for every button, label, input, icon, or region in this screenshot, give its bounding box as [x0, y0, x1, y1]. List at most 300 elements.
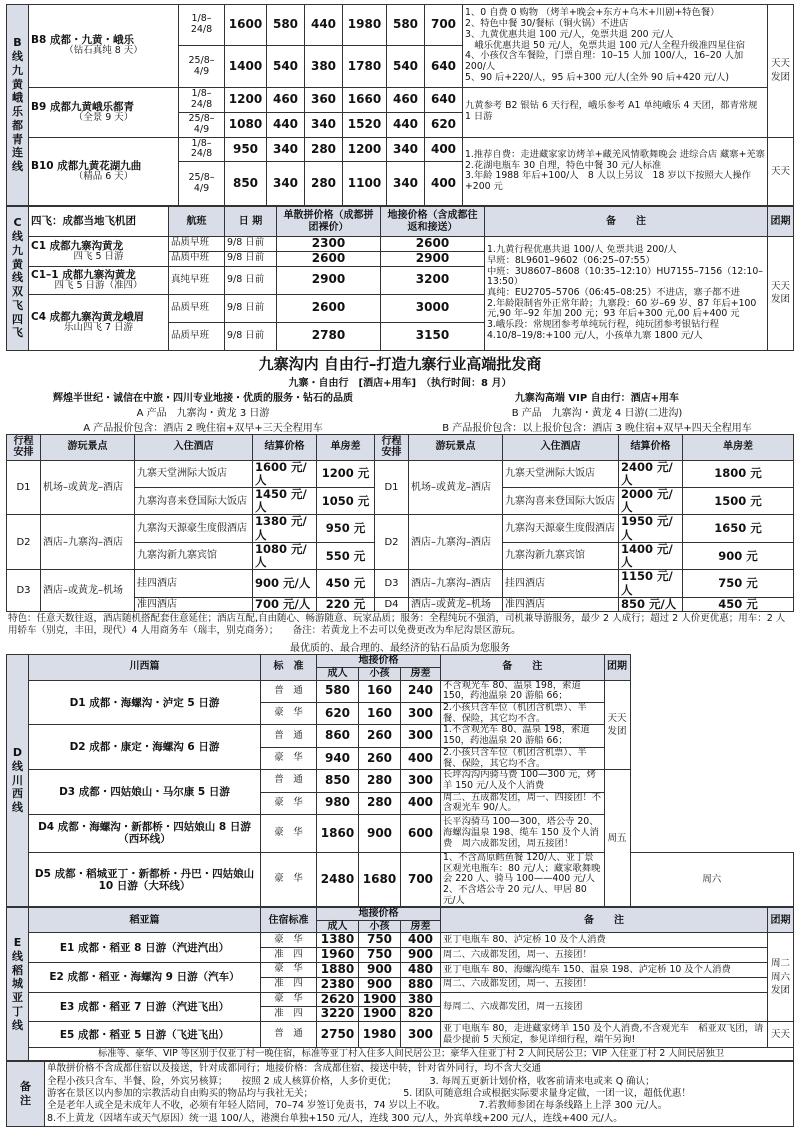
single-cell: 450 元	[317, 570, 375, 597]
price-cell: 820	[401, 1007, 441, 1022]
hotel-cell: 九寨天堂洲际大饭店	[135, 460, 253, 487]
left-product: A 产品 九寨沟・黄龙 3 日游	[136, 407, 270, 419]
footer-notes	[45, 1062, 794, 1127]
price-cell: 750	[359, 948, 401, 963]
vertical-label-char: 线	[12, 160, 23, 173]
price-cell: 1960	[317, 948, 359, 963]
price-cell: 260	[359, 747, 401, 769]
section-b-schedule-2: 天天	[768, 137, 794, 205]
footer-label	[7, 1062, 45, 1127]
col-header-remark: 备 注	[441, 654, 605, 680]
jiuzhai-table	[6, 434, 794, 612]
std-cell: 豪 华	[261, 792, 317, 814]
note-cell: 周二、六成都发团，周一、五接团！	[441, 977, 768, 992]
spot-cell: 机场–或黄龙–酒店	[409, 460, 503, 515]
hotel-cell: 九寨沟新九寨宾馆	[503, 542, 619, 569]
tour-b8-name: B8 成都・九黄・峨乐 （钻石真纯 8 天）	[29, 5, 179, 88]
flight-cell: 品质早班	[169, 294, 225, 322]
single-cell: 1200 元	[317, 460, 375, 487]
tour-b10-notes	[463, 137, 768, 205]
section-e-label	[7, 908, 29, 1061]
hotel-cell: 挂四酒店	[503, 570, 619, 597]
col-header-day: 行程安排	[375, 434, 409, 460]
tour-c1-name: C1 成都九寨沟黄龙 四飞 5 日游	[29, 237, 169, 267]
price-cell: 280	[305, 137, 343, 162]
price-cell: 860	[317, 725, 359, 747]
jiuzhai-motto: 最优质的、最合理的、最经济的钻石品质为您服务	[290, 642, 510, 654]
vertical-label-char: 飞	[12, 298, 23, 312]
price-cell: 850	[225, 162, 267, 206]
price-cell: 280	[359, 770, 401, 792]
vertical-label-char: 线	[12, 271, 23, 285]
std-cell: 豪 华	[261, 852, 317, 906]
date-range: 25/8–4/9	[179, 162, 225, 206]
day-cell: D2	[7, 515, 41, 570]
date-cell: 9/8 日前	[225, 237, 277, 252]
price-cell: 440	[305, 5, 343, 46]
tour-d1-name: D1 成都・海螺沟・泸定 5 日游	[29, 680, 261, 725]
hotel-cell: 九寨沟天源豪生度假酒店	[135, 515, 253, 542]
right-product: B 产品 九寨沟・黄龙 4 日游(二进沟)	[511, 407, 683, 419]
price-cell: 2480	[317, 852, 359, 906]
price-cell: 300	[401, 770, 441, 792]
vertical-label-char: 线	[12, 230, 23, 244]
date-range: 1/8–24/8	[179, 137, 225, 162]
flight-cell: 品质早班	[169, 322, 225, 350]
note-line: 4、小孩仅含车餐险，门票自理：10–15 人加 100/人，16–20 人加 200/人	[465, 50, 744, 72]
single-cell: 1800 元	[683, 460, 794, 487]
price-cell: 1400	[225, 46, 267, 87]
note-cell: 1.不含观光车 80、温泉 198，索道 150，药池温泉 20 游船 66；	[441, 725, 605, 747]
single-cell: 750 元	[683, 570, 794, 597]
jiuzhai-features: 特色：任意天数往返，酒店随机搭配套住意延住；酒店互配,自由随心、畅游随意、玩家品质；服务：全程纯玩不强消，司机兼导游服务，最少 2 人成行；超过 2 人价更优惠；用车：2 人用轿车（别克，丰田，现代）4 人用商务车（瑞丰，别克商务）； 备注：若黄龙上不去可以免费更改为牟尼沟景区游玩。	[8, 613, 786, 637]
price-cell: 1400 元/人	[619, 542, 683, 569]
price-cell: 380	[305, 46, 343, 87]
vertical-label-char: B	[13, 36, 22, 50]
price-cell: 1860	[317, 814, 359, 852]
price-cell: 3200	[381, 266, 485, 294]
price-cell: 900	[359, 814, 401, 852]
std-cell: 豪 华	[261, 814, 317, 852]
spot-cell: 酒店–或黄龙–机场	[41, 570, 135, 612]
hotel-cell: 九寨天堂洲际大饭店	[503, 460, 619, 487]
col-header-std: 住宿标准	[261, 908, 317, 933]
hotel-cell: 九寨沟喜来登国际大饭店	[135, 488, 253, 515]
vertical-label-char: 都	[12, 118, 23, 132]
vertical-label-char: 乐	[12, 105, 23, 118]
price-cell: 2300	[277, 237, 381, 252]
price-cell: 1100	[343, 162, 387, 206]
price-cell: 1660	[343, 87, 387, 112]
section-c-label	[7, 207, 29, 351]
col-header-schedule: 团期	[768, 908, 794, 933]
col-header-child: 小孩	[359, 667, 401, 680]
col-header-hotel: 入住酒店	[503, 434, 619, 460]
col-header-remark: 备 注	[485, 207, 768, 237]
tour-d3-name: D3 成都・四姑娘山・马尔康 5 日游	[29, 770, 261, 815]
jiuzhai-includes	[6, 419, 794, 434]
std-cell: 豪 华	[261, 703, 317, 725]
section-c-schedule: 天天发团	[768, 237, 794, 351]
price-cell: 340	[305, 112, 343, 137]
note-cell: 2.小孩只含车位（机团含机票）、半餐、保险，其它均不含。	[441, 703, 605, 725]
price-cell: 600	[401, 814, 441, 852]
spot-cell: 酒店–九寨沟–酒店	[409, 515, 503, 570]
note-cell: 周二、六成都发团，周一、五接团！	[441, 948, 768, 963]
hotel-cell: 准四酒店	[503, 597, 619, 611]
price-cell: 1080	[225, 112, 267, 137]
price-cell: 1200	[343, 137, 387, 162]
single-cell: 1050 元	[317, 488, 375, 515]
price-cell: 2750	[317, 1022, 359, 1048]
note-cell: 长平沟骑马 100—300，塔公寺 20、海螺沟温泉 198、缆车 150 及个人消费 周六成都发团，周五接团！	[441, 814, 605, 852]
section-e-schedule	[768, 933, 794, 1022]
tour-d4-name: D4 成都・海螺沟・新都桥・四姑娘山 8 日游（西环线）	[29, 814, 261, 852]
std-cell: 豪 华	[261, 992, 317, 1007]
date-cell: 9/8 日前	[225, 322, 277, 350]
price-cell: 640	[425, 46, 463, 87]
left-includes: A 产品报价包含：酒店 2 晚住宿+双早+三天全程用车	[83, 422, 323, 434]
section-e-std-note: 标准等、豪华、VIP 等区别于仅亚丁村一晚住宿，标准等亚丁村入住多人间民居公卫；豪华入住亚丁村 2 人间民居公卫；VIP 入住亚丁村 2 人间民居独卫	[29, 1048, 794, 1061]
price-cell: 400	[401, 933, 441, 948]
price-cell: 850 元/人	[619, 597, 683, 611]
price-cell: 1680	[359, 852, 401, 906]
price-cell: 1520	[343, 112, 387, 137]
price-cell: 1900	[359, 992, 401, 1007]
single-cell: 900 元	[683, 542, 794, 569]
note-line: 游客在景区以内参加的宗教活动自由购买的物品均与我社无关； 5. 团队可随意组合或根据实际要求量身定做，一团一议，超低优惠！	[47, 1087, 691, 1099]
price-cell: 3150	[381, 322, 485, 350]
flight-cell: 品质早班	[169, 237, 225, 252]
price-cell: 340	[267, 137, 305, 162]
vertical-label-char: 线	[12, 949, 23, 963]
col-header-price1: 单散拼价格（成都拼团裸价）	[277, 207, 381, 237]
price-cell: 880	[401, 977, 441, 992]
note-line: 早班：8L9601–9602（06:25–07:55）	[487, 254, 655, 266]
tour-b10-name: B10 成都九黄花湖九曲 （精品 6 天）	[29, 137, 179, 205]
single-cell: 1650 元	[683, 515, 794, 542]
price-cell: 750	[359, 933, 401, 948]
note-line: 峨乐优惠共退 50 元/人，免票共退 100 元/人全程升级准四星住宿	[465, 39, 746, 51]
spot-cell: 酒店–九寨沟–酒店	[409, 570, 503, 597]
price-cell: 380	[401, 992, 441, 1007]
section-d-table	[6, 654, 794, 908]
price-cell: 1780	[343, 46, 387, 87]
note-cell: 周二、五成都发团，周一、四接团！不含观光车 90/人。	[441, 792, 605, 814]
price-cell: 160	[359, 703, 401, 725]
col-header-single: 房差	[401, 667, 441, 680]
section-b-schedule: 天天发团	[768, 5, 794, 138]
jiuzhai-slogans	[6, 389, 794, 404]
tour-e5-name: E5 成都・稻亚 5 日游（飞进飞出）	[29, 1022, 261, 1048]
vertical-label-char: 线	[12, 1018, 23, 1032]
hotel-cell: 挂四酒店	[135, 570, 253, 597]
price-cell: 1600	[225, 5, 267, 46]
note-cell: 长坪沟沟内骑马费 100—300 元，烤羊 150 元/人及个人消费	[441, 770, 605, 792]
vertical-label-char: 丁	[12, 1004, 23, 1018]
section-b-label	[7, 5, 29, 206]
price-cell: 300	[401, 703, 441, 725]
vertical-label-char: 双	[12, 285, 23, 299]
price-cell: 280	[359, 792, 401, 814]
left-slogan: 辉煌半世纪・诚信在中旅・四川专业地接・优质的服务・钻石的品质	[53, 392, 353, 404]
jiuzhai-title: 九寨沟内 自由行–打造九寨行业高端批发商	[258, 354, 542, 373]
note-line: 1.推荐自费：走进藏家家访烤羊+藏羌风情歌舞晚会 进综合店 藏寨+羌寨	[465, 148, 765, 160]
col-header-single: 单房差	[317, 434, 375, 460]
col-header-price2: 地接价格（含成都往返和接送）	[381, 207, 485, 237]
spot-cell: 机场–或黄龙–酒店	[41, 460, 135, 515]
std-cell: 准 四	[261, 1007, 317, 1022]
price-cell: 950	[225, 137, 267, 162]
col-header-date: 日 期	[225, 207, 277, 237]
note-line: 2、特色中餐 30/餐标（铜火锅）不进店	[465, 18, 629, 30]
note-line: 3.峨乐段：常规团参考单纯玩行程，纯玩团参考银钻行程	[487, 319, 719, 331]
note-cell: 亚丁电瓶车 80、海螺沟缆车 150、温泉 198、泸定桥 10 及个人消费	[441, 962, 768, 977]
price-cell: 1900	[359, 1007, 401, 1022]
vertical-label-char: 线	[12, 801, 23, 815]
std-cell: 普 通	[261, 770, 317, 792]
std-cell: 豪 华	[261, 962, 317, 977]
section-d-label	[7, 654, 29, 907]
price-cell: 2000 元/人	[619, 488, 683, 515]
price-cell: 1380 元/人	[253, 515, 317, 542]
section-c-notes	[485, 237, 768, 351]
sched-line: 发团	[770, 984, 790, 996]
price-cell: 700 元/人	[253, 597, 317, 611]
price-cell: 700	[401, 852, 441, 906]
price-cell: 440	[267, 112, 305, 137]
tour-c4-name: C4 成都九寨沟黄龙峨眉 乐山四飞 7 日游	[29, 294, 169, 350]
col-header-single: 房差	[401, 920, 441, 933]
single-cell: 950 元	[317, 515, 375, 542]
price-cell: 260	[359, 725, 401, 747]
price-cell: 580	[267, 5, 305, 46]
col-header-adult: 成人	[317, 667, 359, 680]
price-cell: 1980	[343, 5, 387, 46]
price-cell: 1080 元/人	[253, 542, 317, 569]
note-line: 3.年龄 1988 年后+100/人 8 人以上另议 18 岁以下按照大人操作+200 元	[465, 170, 751, 192]
right-includes: B 产品报价包含：以上报价包含：酒店 3 晚住宿+双早+四天全程用车	[442, 422, 752, 434]
price-cell: 2900	[381, 251, 485, 266]
hotel-cell: 九寨沟喜来登国际大饭店	[503, 488, 619, 515]
vertical-label-char: 稻	[12, 963, 23, 977]
section-e-schedule-2: 天天	[768, 1022, 794, 1048]
price-cell: 1450 元/人	[253, 488, 317, 515]
tour-d2-name: D2 成都・康定・海螺沟 6 日游	[29, 725, 261, 770]
price-cell: 1980	[359, 1022, 401, 1048]
date-range: 1/8–24/8	[179, 87, 225, 112]
col-header-price: 地接价格	[317, 908, 441, 921]
price-cell: 580	[387, 5, 425, 46]
note-line: 1.九黄行程优惠共退 100/人 免票共退 200/人	[487, 244, 677, 256]
price-cell: 1880	[317, 962, 359, 977]
hotel-cell: 九寨沟新九寨宾馆	[135, 542, 253, 569]
price-cell: 540	[387, 46, 425, 87]
price-cell: 400	[425, 162, 463, 206]
note-line: 2.花湖电瓶车 30 自理，特色中餐 30 元/人标准	[465, 159, 662, 171]
price-cell: 850	[317, 770, 359, 792]
price-cell: 1600 元/人	[253, 460, 317, 487]
price-cell: 340	[267, 162, 305, 206]
col-header-name: 稻亚篇	[29, 908, 261, 933]
tour-c1-1-name: C1–1 成都九寨沟黄龙 四飞 5 日游（准四）	[29, 266, 169, 294]
price-cell: 2780	[277, 322, 381, 350]
note-line: 3、九黄优惠共退 100 元/人，免票共退 200 元/人	[465, 28, 674, 40]
note-cell: 2.小孩只含车位（机团含机票）、半餐、保险，其它均不含。	[441, 747, 605, 769]
price-cell: 2900	[277, 266, 381, 294]
single-cell: 1500 元	[683, 488, 794, 515]
price-cell: 240	[401, 680, 441, 702]
tour-b9-name: B9 成都九黄峨乐都青 （全景 9 天）	[29, 87, 179, 137]
col-header-schedule: 团期	[604, 654, 630, 680]
note-line: 全是老年人或全是未成年人不收，必须有年轻人陪同，70–74 岁签订免责书，74 岁以上不收。 7.若教师参团在每条线路上上浮 300 元/人。	[47, 1100, 668, 1112]
flight-cell: 真纯早班	[169, 266, 225, 294]
vertical-label-char: C	[13, 216, 22, 230]
note-line: 中班：3U8607–8608（10:35–12:10）HU7155–7156（12:10–13:50）	[487, 265, 763, 288]
std-cell: 豪 华	[261, 747, 317, 769]
jiuzhai-subtitle: 九寨・自由行 [酒店+用车] （执行时间：8 月）	[288, 377, 512, 389]
date-range: 1/8–24/8	[179, 5, 225, 46]
vertical-label-char: D	[12, 746, 23, 760]
price-cell: 440	[387, 112, 425, 137]
day-cell: D3	[7, 570, 41, 612]
price-cell: 940	[317, 747, 359, 769]
price-cell: 400	[401, 747, 441, 769]
col-header-name: 川西篇	[29, 654, 261, 680]
price-cell: 620	[425, 112, 463, 137]
spot-cell: 酒店–或黄龙–机场	[409, 597, 503, 611]
price-cell: 3220	[317, 1007, 359, 1022]
tour-e2-name: E2 成都・稻亚・海螺沟 9 日游（汽车）	[29, 962, 261, 992]
vertical-label-char: 线	[12, 759, 23, 773]
note-line: 5、90 后+220/人，95 后+300 元/人(全外 90 后+420 元/人)	[465, 71, 729, 83]
hotel-cell: 准四酒店	[135, 597, 253, 611]
std-cell: 普 通	[261, 1022, 317, 1048]
price-cell: 2620	[317, 992, 359, 1007]
note-line: 1、0 自费 0 购物 （烤羊+晚会+东方+乌木+川剧+特色餐）	[465, 7, 720, 19]
col-header-flight: 航班	[169, 207, 225, 237]
col-header-spot: 游玩景点	[41, 434, 135, 460]
tour-d5-name: D5 成都・稻城亚丁・新都桥・丹巴・四姑娘山 10 日游（大环线）	[29, 852, 261, 906]
price-cell: 400	[401, 792, 441, 814]
col-header-child: 小孩	[359, 920, 401, 933]
note-cell: 每周二、六成都发团，周一五接团	[441, 992, 768, 1022]
day-cell: D1	[375, 460, 409, 515]
note-line: 4.10/8–19/8:+100 元/人，小孩单九寨 1800 元/人	[487, 329, 703, 341]
tour-e1-name: E1 成都・稻亚 8 日游（汽进汽出）	[29, 933, 261, 963]
price-cell: 2600	[277, 294, 381, 322]
col-header-adult: 成人	[317, 920, 359, 933]
vertical-label-char: 城	[12, 977, 23, 991]
vertical-label-char: 黄	[12, 77, 23, 91]
price-cell: 640	[425, 87, 463, 112]
price-cell: 160	[359, 680, 401, 702]
date-cell: 9/8 日前	[225, 266, 277, 294]
price-cell: 280	[305, 162, 343, 206]
date-cell: 9/8 日前	[225, 251, 277, 266]
vertical-label-char: 峨	[12, 91, 23, 105]
col-header-price: 结算价格	[253, 434, 317, 460]
note-cell: 不含观光车 80、温泉 198，索道 150，药池温泉 20 游船 66；	[441, 680, 605, 702]
price-cell: 2400 元/人	[619, 460, 683, 487]
vertical-label-char: 亚	[12, 991, 23, 1005]
hotel-cell: 九寨沟天源豪生度假酒店	[503, 515, 619, 542]
std-cell: 普 通	[261, 680, 317, 702]
col-header-price: 地接价格	[317, 654, 441, 667]
price-cell: 700	[425, 5, 463, 46]
sched-line: 周六	[770, 971, 790, 983]
vertical-label-char: 青	[12, 132, 23, 146]
section-d-schedule-2: 周五	[604, 770, 630, 907]
section-e-table	[6, 907, 794, 1061]
price-cell: 2380	[317, 977, 359, 992]
price-cell: 900 元/人	[253, 570, 317, 597]
price-cell: 1380	[317, 933, 359, 948]
col-header-single: 单房差	[683, 434, 794, 460]
date-range: 25/8–4/9	[179, 46, 225, 87]
tour-b9-notes: 九黄参考 B2 银钻 6 天行程，峨乐参考 A1 单纯峨乐 4 天团，都青常规 1 日游	[463, 87, 768, 137]
vertical-label-char: 连	[12, 146, 23, 160]
note-line: 2.年龄限制省外正常年龄；九寨段：60 岁–69 岁、87 年后+100 元,90 年–92 年加 200 元；93 年后+300 元,00 后+400 元	[487, 297, 757, 320]
col-header-remark: 备 注	[441, 908, 768, 933]
price-cell: 460	[387, 87, 425, 112]
price-cell: 540	[267, 46, 305, 87]
right-slogan: 九寨沟高端 VIP 自由行：酒店+用车	[514, 392, 680, 404]
vertical-label-char: 线	[12, 50, 23, 63]
std-cell: 豪 华	[261, 933, 317, 948]
std-cell: 准 四	[261, 948, 317, 963]
price-cell: 900	[359, 977, 401, 992]
price-cell: 400	[425, 137, 463, 162]
date-cell: 9/8 日前	[225, 294, 277, 322]
price-cell: 980	[317, 792, 359, 814]
price-cell: 480	[401, 962, 441, 977]
tour-e3-name: E3 成都・稻亚 7 日游（汽进飞出）	[29, 992, 261, 1022]
col-header-price: 结算价格	[619, 434, 683, 460]
std-cell: 普 通	[261, 725, 317, 747]
vertical-label-char: E	[13, 936, 22, 950]
price-cell: 360	[305, 87, 343, 112]
note-line: 8.不上黄龙（因堵车或天气原因）统一退 100/人，港澳台单独+150 元/人，连线 300 元/人，外宾单线+200 元/人，连线+400 元/人。	[47, 1112, 623, 1124]
price-cell: 580	[317, 680, 359, 702]
note-line: 单散拼价格不含成都住宿以及接送，针对成都同行；地接价格：含成都住宿、接送中转，针对省外同行，均不含大交通	[47, 1063, 542, 1075]
note-cell: 亚丁电瓶车 80，走进藏家烤羊 150 及个人消费,不含观光车 稻亚双飞团，请最少提前 5 天预定，参见详细行程，端午另询!	[441, 1022, 768, 1048]
tour-b8-notes	[463, 5, 768, 88]
single-cell: 220 元	[317, 597, 375, 611]
price-cell: 340	[387, 162, 425, 206]
vertical-label-char: 备	[20, 1080, 31, 1094]
col-header-group: 四飞：成都当地飞机团	[29, 207, 169, 237]
day-cell: D1	[7, 460, 41, 515]
day-cell: D2	[375, 515, 409, 570]
vertical-label-char: 九	[12, 243, 23, 257]
section-d-schedule-3: 周六	[630, 852, 794, 906]
spot-cell: 酒店–九寨沟–酒店	[41, 515, 135, 570]
price-cell: 3000	[381, 294, 485, 322]
col-header-schedule: 团期	[768, 207, 794, 237]
single-cell: 450 元	[683, 597, 794, 611]
price-cell: 900	[401, 948, 441, 963]
section-c-table	[6, 206, 794, 351]
col-header-hotel: 入住酒店	[135, 434, 253, 460]
flight-cell: 品质中班	[169, 251, 225, 266]
section-b-table	[6, 4, 794, 206]
day-cell: D4	[375, 597, 409, 611]
note-line: 全程小孩只含车、半餐、险，外宾另核算； 按照 2 成人核算价格，人多价更优； 3. 每周五更新计划价格，收客前请来电或来 Q 确认；	[47, 1075, 655, 1087]
std-cell: 准 四	[261, 977, 317, 992]
price-cell: 300	[401, 725, 441, 747]
col-header-spot: 游玩景点	[409, 434, 503, 460]
